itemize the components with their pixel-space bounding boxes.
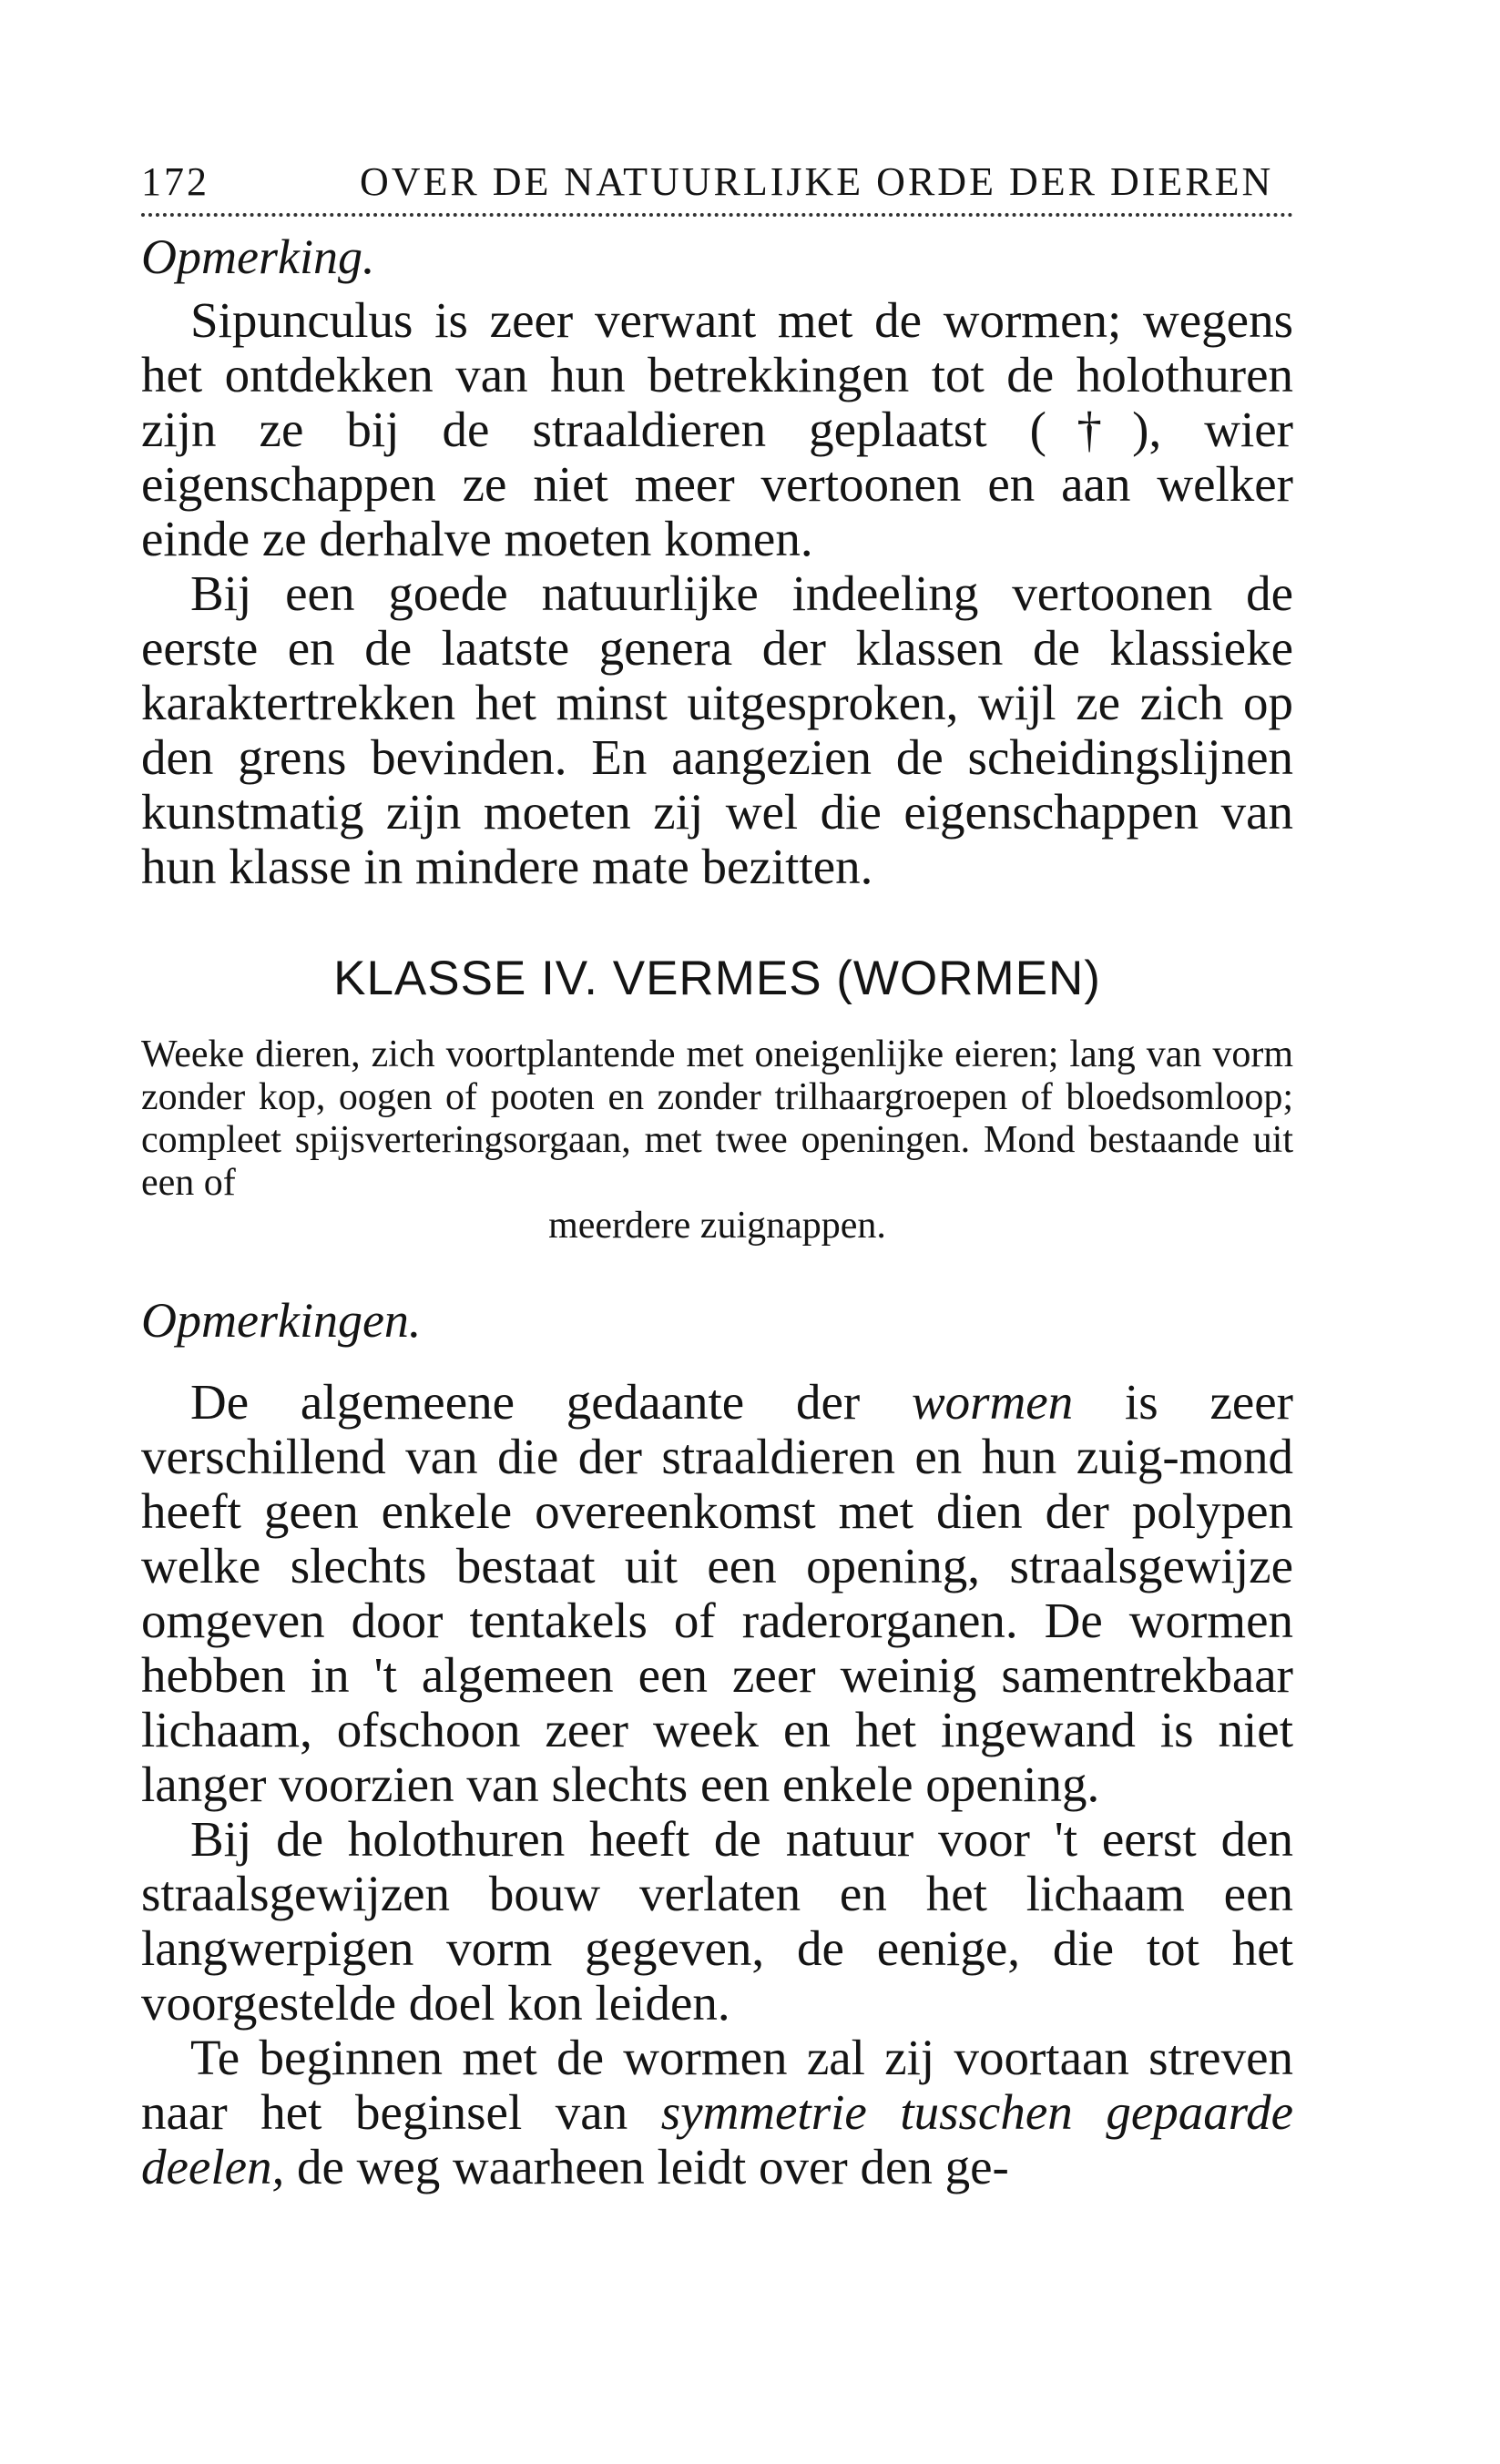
page-number: 172: [141, 159, 209, 204]
paragraph-symmetrie-start: Te beginnen met de wormen zal zij voortaan streven naar het beginsel van: [141, 2030, 1293, 2140]
paragraph-symmetrie: [141, 2031, 1293, 2194]
paragraph-indeeling: Bij een goede natuurlijke indeeling vertoonen de eerste en de laatste genera der klassen de klassieke karaktertrekken het minst uitgesproken, wijl ze zich op den grens bevinden. En aangezien de scheidingslijnen kunstmatig zijn moeten zij wel die eigenschappen van hun klasse in mindere mate bezitten.: [141, 565, 1293, 894]
paragraph-gedaante: [141, 1375, 1293, 1812]
paragraph-sipunculus: Sipunculus is zeer verwant met de wormen; wegens het ontdekken van hun betrekkingen tot de holothuren zijn ze bij de straaldieren geplaatst (†), wier eigenschappen ze niet meer vertoonen en aan welker einde ze derhalve moeten komen.: [141, 292, 1293, 566]
paragraph-gedaante-start: De algemeene gedaante der: [190, 1374, 912, 1430]
paragraph-symmetrie-rest: de weg waarheen leidt over den ge-: [284, 2139, 1009, 2194]
running-title: OVER DE NATUURLIJKE ORDE DER DIEREN: [360, 159, 1274, 204]
section-opmerking: [141, 229, 1293, 894]
section-opmerkingen: [141, 1293, 1293, 2194]
running-head: [141, 153, 1293, 217]
heading-opmerking: Opmerking.: [141, 229, 375, 284]
section-klasse: [141, 952, 1293, 1247]
class-summary-last-line: meerdere zuignappen.: [548, 1205, 886, 1247]
emphasis-symmetrie: symmetrie tusschen gepaarde deelen,: [141, 2084, 1293, 2194]
paragraph-gedaante-rest: is zeer verschillend van die der straaldieren en hun zuig-mond heeft geen enkele overeenkomst met dien der polypen welke slechts bestaat uit een opening, straalsgewijze omgeven door tentakels of raderorganen. De wormen hebben in 't algemeen een zeer weinig samentrekbaar lichaam, ofschoon zeer week en het ingewand is niet langer voorzien van slechts een enkele opening.: [141, 1374, 1293, 1812]
paragraph-holothuren: Bij de holothuren heeft de natuur voor 't eerst den straalsgewijzen bouw verlaten en het lichaam een langwerpigen vorm gegeven, de eenige, die tot het voorgestelde doel kon leiden.: [141, 1811, 1293, 2031]
emphasis-wormen: wormen: [911, 1374, 1074, 1430]
class-summary: Weeke dieren, zich voortplantende met oneigenlijke eieren; lang van vorm zonder kop, oogen of pooten en zonder trilhaargroepen of bloedsomloop; compleet spijsverteringsorgaan, met twee openingen. Mond bestaande uit een of: [141, 1033, 1293, 1204]
class-heading: KLASSE IV. VERMES (WORMEN): [333, 952, 1101, 1005]
heading-opmerkingen: Opmerkingen.: [141, 1293, 422, 1348]
